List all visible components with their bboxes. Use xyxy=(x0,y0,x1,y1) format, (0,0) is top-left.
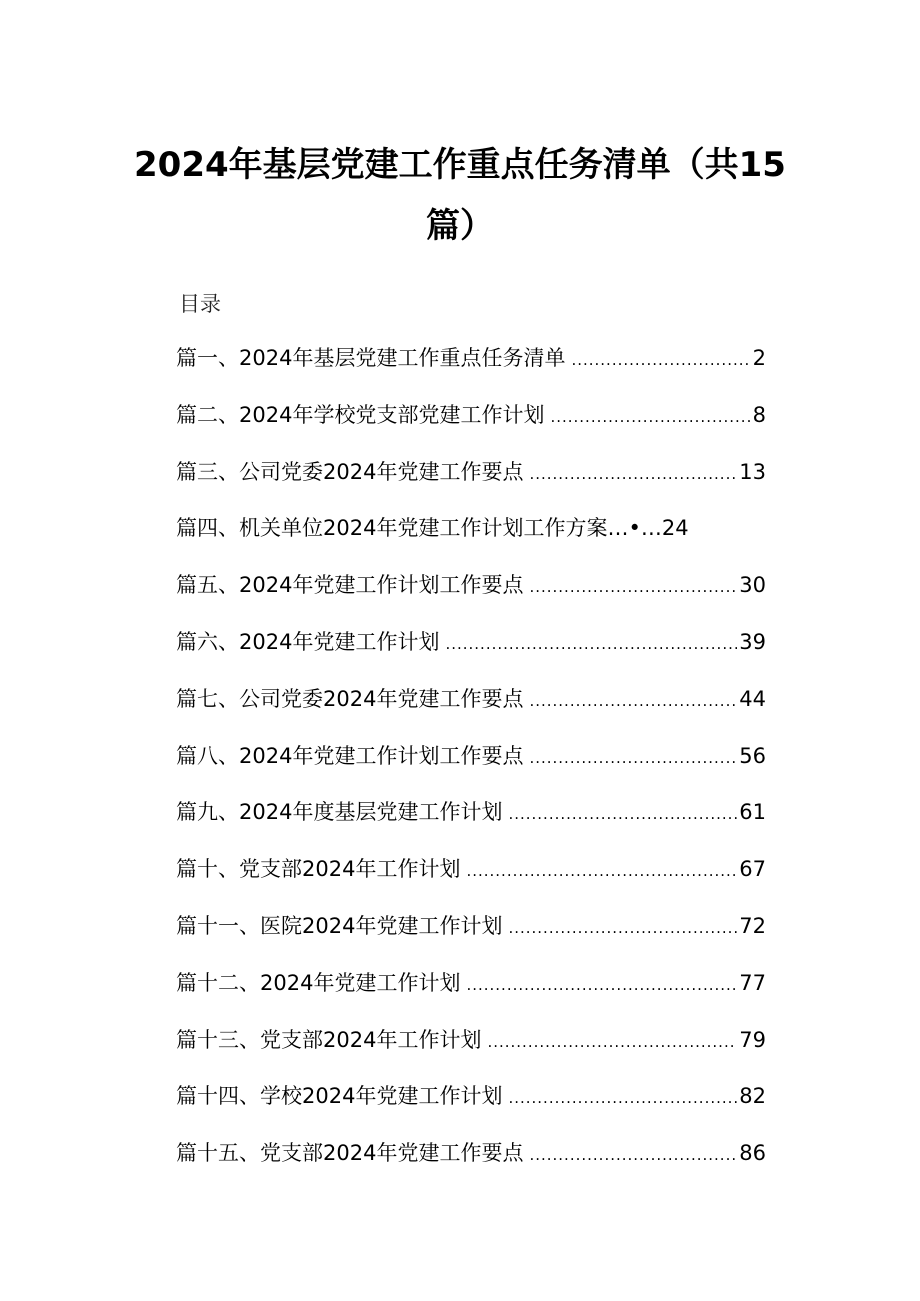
toc-dot-leader xyxy=(508,912,737,944)
toc-entry-page-number: 67 xyxy=(739,857,766,882)
toc-entry[interactable] xyxy=(176,1024,766,1081)
toc-dot-leader xyxy=(445,628,737,660)
toc-entry-page-number: 30 xyxy=(739,573,766,598)
toc-entry-title: 篇九、2024年度基层党建工作计划 xyxy=(176,800,503,825)
toc-dot-leader xyxy=(466,969,737,1001)
toc-entry-title: 篇十二、2024年党建工作计划 xyxy=(176,970,461,995)
toc-dot-leader xyxy=(529,571,737,603)
toc-dot-leader xyxy=(487,1026,737,1058)
toc-entry-page-number: 86 xyxy=(739,1141,766,1166)
toc-entry-title: 篇十一、医院2024年党建工作计划 xyxy=(176,913,503,938)
toc-entry-title: 篇七、公司党委2024年党建工作要点 xyxy=(176,686,524,711)
toc-entry-title: 篇三、公司党委2024年党建工作要点 xyxy=(176,459,524,484)
toc-entry[interactable] xyxy=(176,1137,766,1194)
toc-entry[interactable] xyxy=(176,910,766,967)
toc-entry[interactable] xyxy=(176,796,766,853)
document-title-line-1: 2024年基层党建工作重点任务清单（共15 xyxy=(134,145,786,185)
toc-entry[interactable] xyxy=(176,1080,766,1137)
toc-dot-leader xyxy=(508,798,737,830)
toc-entry-title: 篇五、2024年党建工作计划工作要点 xyxy=(176,573,524,598)
toc-entry-page-number: 61 xyxy=(739,800,766,825)
toc-entry[interactable] xyxy=(176,853,766,910)
toc-dot-leader xyxy=(508,1082,737,1114)
toc-entry-title: 篇二、2024年学校党支部党建工作计划 xyxy=(176,402,545,427)
toc-entry-title: 篇四、机关单位2024年党建工作计划工作方案…•… xyxy=(176,516,662,541)
toc-entry-page-number: 56 xyxy=(739,743,766,768)
toc-entry-title: 篇十五、党支部2024年党建工作要点 xyxy=(176,1141,524,1166)
toc-dot-leader xyxy=(529,685,737,717)
toc-entry-title: 篇十四、学校2024年党建工作计划 xyxy=(176,1084,503,1109)
toc-entry[interactable] xyxy=(176,740,766,797)
toc-entry-title: 篇一、2024年基层党建工作重点任务清单 xyxy=(176,346,566,370)
toc-dot-leader xyxy=(466,855,737,887)
toc-dot-leader xyxy=(529,742,737,774)
toc-entry[interactable] xyxy=(176,569,766,626)
toc-entry-page-number: 44 xyxy=(739,686,766,711)
toc-entry-page-number: 79 xyxy=(739,1027,766,1052)
toc-entry-page-number: 8 xyxy=(752,402,766,427)
toc-dot-leader xyxy=(529,1139,737,1171)
toc-entry-page-number: 2 xyxy=(752,346,766,370)
table-of-contents xyxy=(176,342,766,1194)
toc-entry-title: 篇八、2024年党建工作计划工作要点 xyxy=(176,743,524,768)
toc-entry[interactable] xyxy=(176,626,766,683)
toc-entry-title: 篇六、2024年党建工作计划 xyxy=(176,629,440,654)
toc-entry-page-number: 82 xyxy=(739,1084,766,1109)
toc-dot-leader xyxy=(550,401,750,433)
toc-entry[interactable] xyxy=(176,967,766,1024)
toc-entry-page-number: 39 xyxy=(739,629,766,654)
toc-entry-page-number: 24 xyxy=(661,516,689,541)
toc-entry[interactable] xyxy=(176,683,766,740)
toc-entry-title: 篇十三、党支部2024年工作计划 xyxy=(176,1027,482,1052)
toc-entry-page-number: 72 xyxy=(739,913,766,938)
toc-entry[interactable] xyxy=(176,512,766,569)
toc-dot-leader xyxy=(529,458,737,490)
document-title-line-2: 篇） xyxy=(426,206,494,246)
toc-entry-page-number: 13 xyxy=(739,459,766,484)
toc-dot-leader xyxy=(571,344,750,376)
toc-entry-page-number: 77 xyxy=(739,970,766,995)
toc-entry[interactable] xyxy=(176,342,766,399)
toc-entry-title: 篇十、党支部2024年工作计划 xyxy=(176,857,461,882)
toc-entry[interactable] xyxy=(176,456,766,513)
toc-heading: 目录 xyxy=(179,292,221,316)
toc-entry[interactable] xyxy=(176,399,766,456)
